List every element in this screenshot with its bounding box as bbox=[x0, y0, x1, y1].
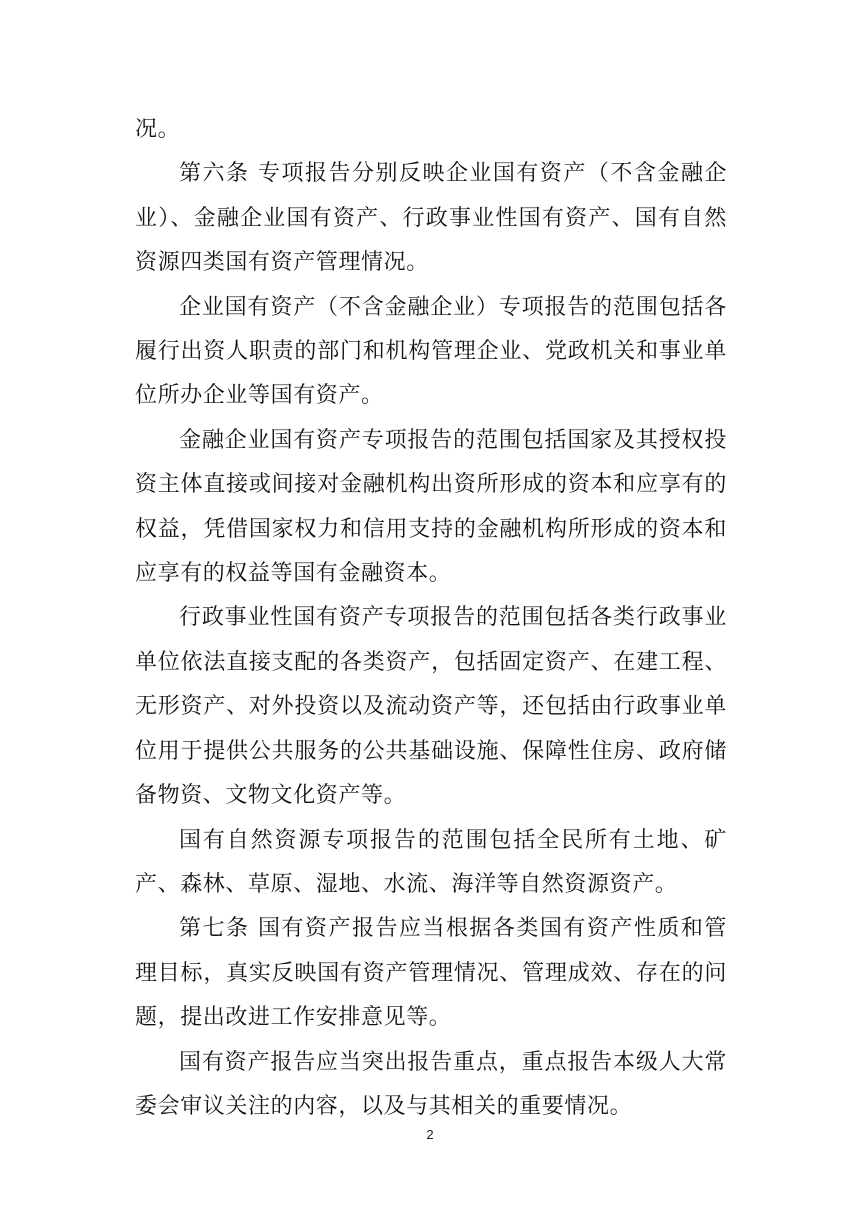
document-body bbox=[135, 108, 727, 1129]
paragraph-article-6: 第六条 专项报告分别反映企业国有资产（不含金融企业）、金融企业国有资产、行政事业性国有资产、国有自然资源四类国有资产管理情况。 bbox=[135, 161, 727, 276]
paragraph-report-focus: 国有资产报告应当突出报告重点，重点报告本级人大常委会审议关注的内容，以及与其相关的重要情况。 bbox=[135, 1049, 727, 1119]
paragraph-article-7: 第七条 国有资产报告应当根据各类国有资产性质和管理目标，真实反映国有资产管理情况、管理成效、存在的问题，提出改进工作安排意见等。 bbox=[135, 916, 727, 1031]
paragraph-natural-resources: 国有自然资源专项报告的范围包括全民所有土地、矿产、森林、草原、湿地、水流、海洋等自然资源资产。 bbox=[135, 827, 727, 897]
paragraph-enterprise-assets: 企业国有资产（不含金融企业）专项报告的范围包括各履行出资人职责的部门和机构管理企业、党政机关和事业单位所办企业等国有资产。 bbox=[135, 294, 727, 409]
paragraph-financial-assets: 金融企业国有资产专项报告的范围包括国家及其授权投资主体直接或间接对金融机构出资所形成的资本和应享有的权益，凭借国家权力和信用支持的金融机构所形成的资本和应享有的权益等国有金融资本。 bbox=[135, 427, 727, 587]
paragraph-continuation: 况。 bbox=[135, 117, 181, 142]
page-number: 2 bbox=[426, 1127, 434, 1142]
paragraph-administrative-assets: 行政事业性国有资产专项报告的范围包括各类行政事业单位依法直接支配的各类资产，包括固定资产、在建工程、无形资产、对外投资以及流动资产等，还包括由行政事业单位用于提供公共服务的公共基础设施、保障性住房、政府储备物资、文物文化资产等。 bbox=[135, 605, 727, 809]
